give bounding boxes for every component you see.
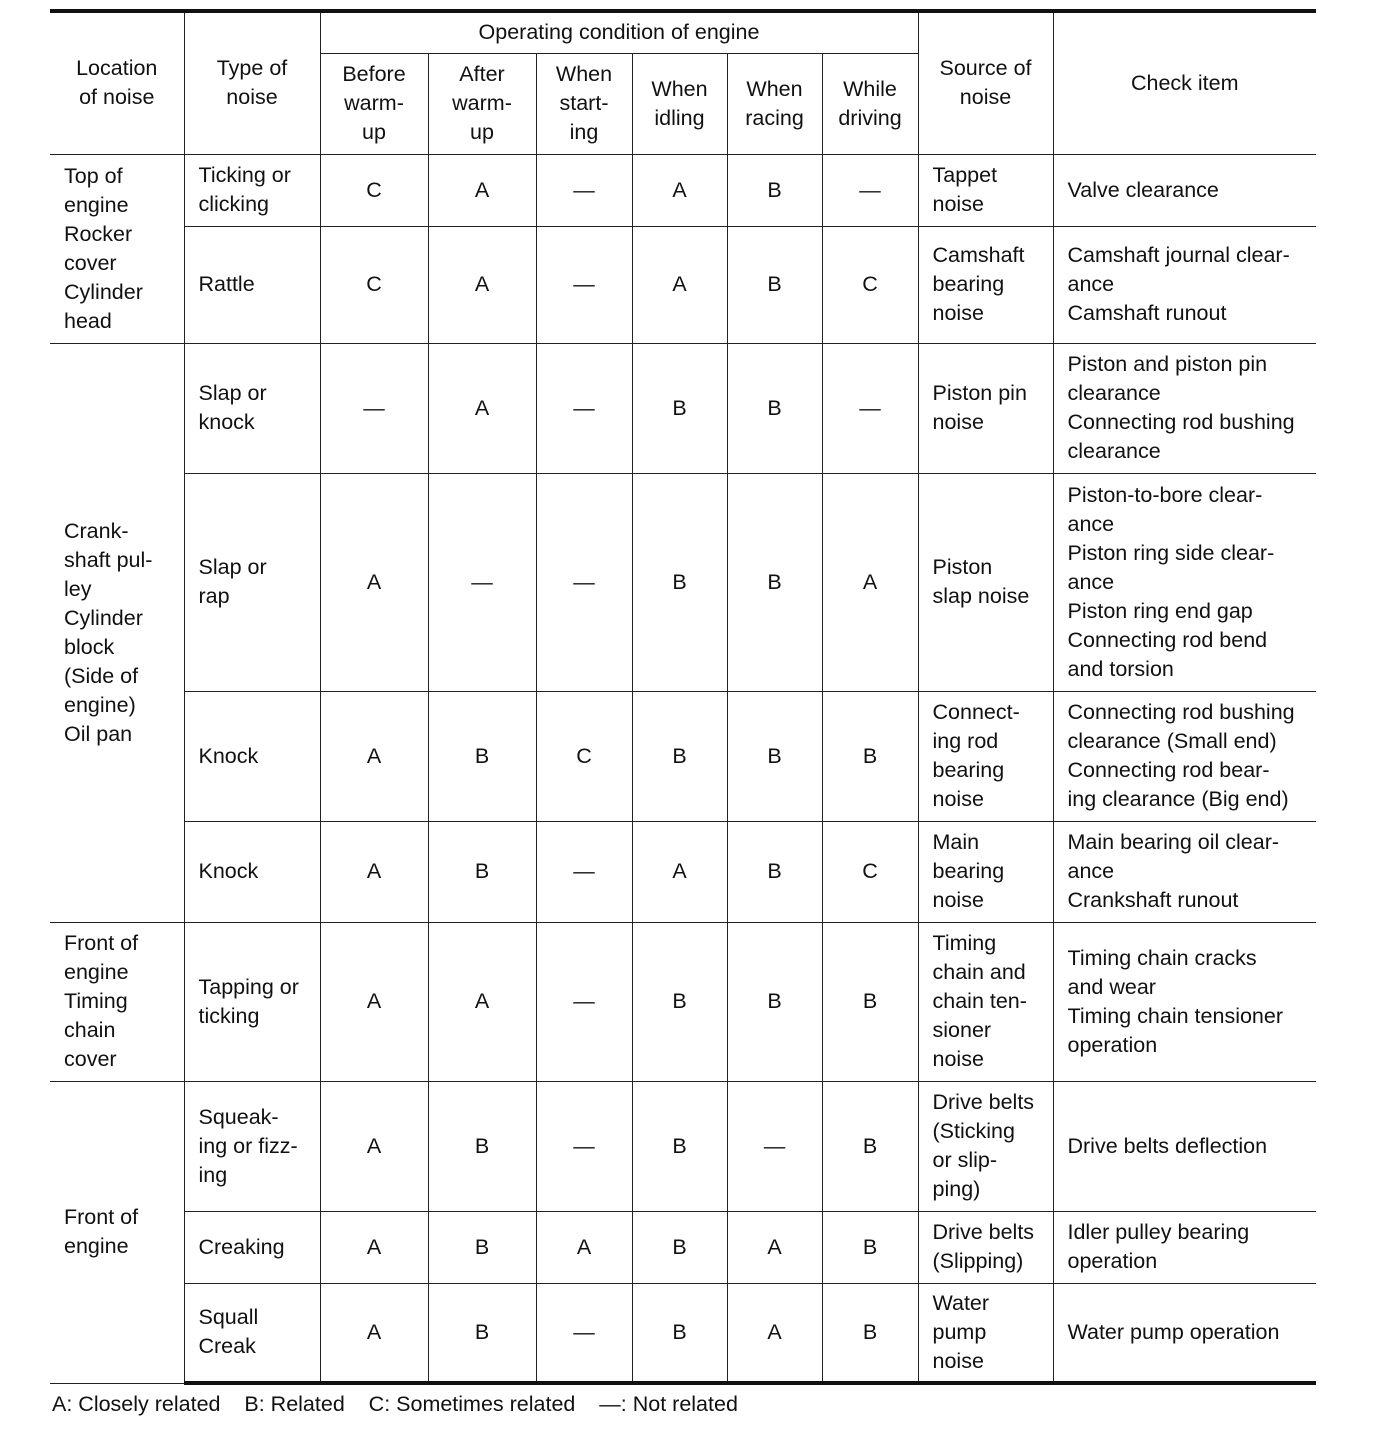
header-check-item: Check item <box>1053 11 1316 154</box>
check-cell: Main bearing oil clear- ance Crankshaft runout <box>1053 821 1316 922</box>
condition-cell: A <box>320 473 428 691</box>
header-source: Source of noise <box>918 11 1053 154</box>
condition-cell: A <box>727 1283 822 1383</box>
noise-diagnosis-table-wrapper <box>50 9 1316 1385</box>
source-cell: Camshaft bearing noise <box>918 226 1053 343</box>
condition-cell: B <box>632 922 727 1081</box>
condition-cell: C <box>536 691 632 821</box>
location-cell: Front of engine <box>50 1081 184 1383</box>
type-cell: Slap or knock <box>184 343 320 473</box>
condition-cell: B <box>822 1211 918 1283</box>
check-cell: Piston-to-bore clear- ance Piston ring side clear- ance Piston ring end gap Connecting rod bend and torsion <box>1053 473 1316 691</box>
condition-cell: B <box>428 1283 536 1383</box>
location-cell: Crank- shaft pul- ley Cylinder block (Side of engine) Oil pan <box>50 343 184 922</box>
type-cell: Tapping or ticking <box>184 922 320 1081</box>
table-row <box>50 154 1316 226</box>
condition-cell: B <box>727 226 822 343</box>
condition-cell: A <box>536 1211 632 1283</box>
condition-cell: B <box>822 1283 918 1383</box>
condition-cell: C <box>822 821 918 922</box>
header-condition-when-idling: When idling <box>632 53 727 154</box>
condition-cell: — <box>536 343 632 473</box>
check-cell: Timing chain cracks and wear Timing chain tensioner operation <box>1053 922 1316 1081</box>
type-cell: Slap or rap <box>184 473 320 691</box>
condition-cell: A <box>320 1211 428 1283</box>
condition-cell: A <box>428 154 536 226</box>
condition-cell: B <box>632 1283 727 1383</box>
condition-cell: B <box>727 154 822 226</box>
check-cell: Piston and piston pin clearance Connecting rod bushing clearance <box>1053 343 1316 473</box>
condition-cell: C <box>320 154 428 226</box>
condition-cell: B <box>727 821 822 922</box>
condition-cell: B <box>632 691 727 821</box>
header-condition-while-driving: While driving <box>822 53 918 154</box>
condition-cell: A <box>428 343 536 473</box>
source-cell: Water pump noise <box>918 1283 1053 1383</box>
condition-cell: B <box>428 1211 536 1283</box>
source-cell: Connect- ing rod bearing noise <box>918 691 1053 821</box>
condition-cell: — <box>727 1081 822 1211</box>
engine-noise-table <box>50 9 1316 1385</box>
location-cell: Top of engine Rocker cover Cylinder head <box>50 154 184 343</box>
condition-cell: C <box>320 226 428 343</box>
condition-cell: A <box>632 226 727 343</box>
check-cell: Valve clearance <box>1053 154 1316 226</box>
check-cell: Camshaft journal clear- ance Camshaft runout <box>1053 226 1316 343</box>
condition-cell: A <box>727 1211 822 1283</box>
condition-cell: B <box>727 473 822 691</box>
header-condition-when-racing: When racing <box>727 53 822 154</box>
condition-cell: A <box>632 154 727 226</box>
condition-cell: B <box>428 821 536 922</box>
condition-cell: — <box>536 226 632 343</box>
table-row <box>50 226 1316 343</box>
table-row <box>50 691 1316 821</box>
source-cell: Drive belts (Sticking or slip- ping) <box>918 1081 1053 1211</box>
condition-cell: B <box>727 691 822 821</box>
condition-cell: B <box>632 473 727 691</box>
condition-cell: — <box>536 1081 632 1211</box>
condition-cell: A <box>320 821 428 922</box>
table-row <box>50 473 1316 691</box>
check-cell: Drive belts deflection <box>1053 1081 1316 1211</box>
condition-cell: A <box>428 922 536 1081</box>
type-cell: Creaking <box>184 1211 320 1283</box>
source-cell: Drive belts (Slipping) <box>918 1211 1053 1283</box>
check-cell: Idler pulley bearing operation <box>1053 1211 1316 1283</box>
table-row <box>50 1081 1316 1211</box>
condition-cell: — <box>428 473 536 691</box>
condition-cell: B <box>632 1081 727 1211</box>
condition-cell: A <box>320 1283 428 1383</box>
condition-cell: — <box>320 343 428 473</box>
header-location: Location of noise <box>50 11 184 154</box>
condition-cell: B <box>428 1081 536 1211</box>
condition-cell: A <box>320 922 428 1081</box>
header-condition-after-warmup: After warm- up <box>428 53 536 154</box>
type-cell: Ticking or clicking <box>184 154 320 226</box>
location-cell: Front of engine Timing chain cover <box>50 922 184 1081</box>
condition-cell: A <box>320 691 428 821</box>
condition-cell: B <box>428 691 536 821</box>
check-cell: Connecting rod bushing clearance (Small end) Connecting rod bear- ing clearance (Big end) <box>1053 691 1316 821</box>
condition-cell: B <box>727 343 822 473</box>
header-operating-condition: Operating condition of engine <box>320 11 918 53</box>
source-cell: Tappet noise <box>918 154 1053 226</box>
table-row <box>50 821 1316 922</box>
type-cell: Knock <box>184 821 320 922</box>
condition-cell: B <box>822 691 918 821</box>
check-cell: Water pump operation <box>1053 1283 1316 1383</box>
condition-cell: B <box>632 343 727 473</box>
condition-cell: B <box>822 922 918 1081</box>
header-condition-when-starting: When start- ing <box>536 53 632 154</box>
type-cell: Rattle <box>184 226 320 343</box>
condition-cell: A <box>320 1081 428 1211</box>
table-row <box>50 343 1316 473</box>
condition-cell: — <box>536 1283 632 1383</box>
type-cell: Squall Creak <box>184 1283 320 1383</box>
header-condition-before-warmup: Before warm- up <box>320 53 428 154</box>
table-row <box>50 1283 1316 1383</box>
condition-cell: A <box>822 473 918 691</box>
condition-cell: — <box>536 154 632 226</box>
source-cell: Piston slap noise <box>918 473 1053 691</box>
condition-cell: — <box>822 343 918 473</box>
source-cell: Piston pin noise <box>918 343 1053 473</box>
condition-cell: A <box>632 821 727 922</box>
condition-cell: — <box>822 154 918 226</box>
type-cell: Knock <box>184 691 320 821</box>
type-cell: Squeak- ing or fizz- ing <box>184 1081 320 1211</box>
source-cell: Timing chain and chain ten- sioner noise <box>918 922 1053 1081</box>
source-cell: Main bearing noise <box>918 821 1053 922</box>
condition-cell: B <box>632 1211 727 1283</box>
condition-cell: B <box>727 922 822 1081</box>
condition-cell: C <box>822 226 918 343</box>
condition-cell: B <box>822 1081 918 1211</box>
table-row <box>50 922 1316 1081</box>
condition-cell: A <box>428 226 536 343</box>
condition-cell: — <box>536 821 632 922</box>
header-type: Type of noise <box>184 11 320 154</box>
condition-cell: — <box>536 922 632 1081</box>
table-row <box>50 1211 1316 1283</box>
condition-cell: — <box>536 473 632 691</box>
legend: A: Closely related B: Related C: Sometimes related —: Not related <box>52 1392 738 1416</box>
